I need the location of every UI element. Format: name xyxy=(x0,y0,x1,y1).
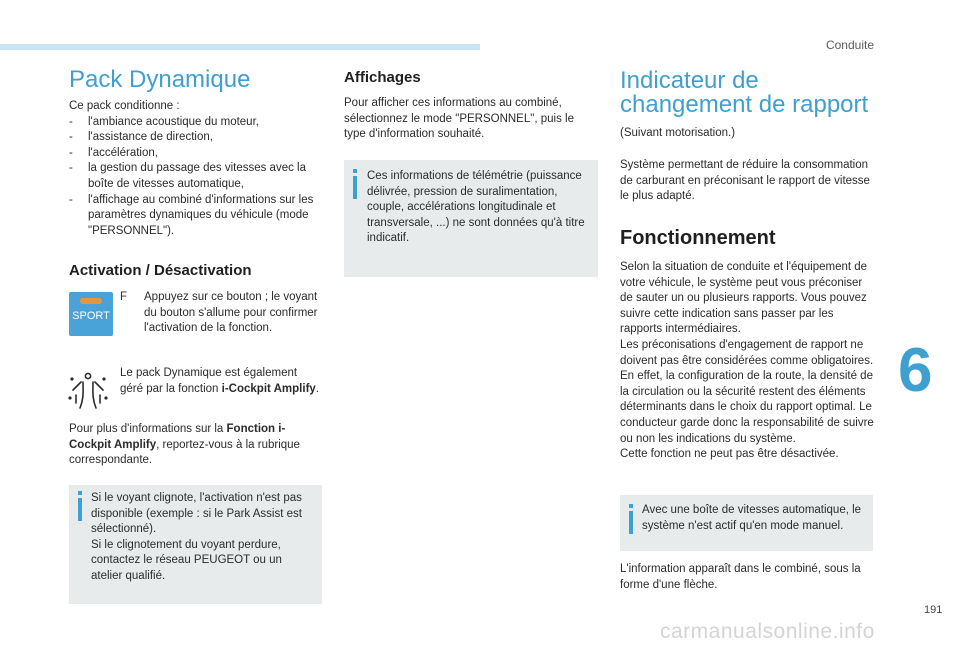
list-item: - l'accélération, xyxy=(69,146,324,162)
list-item: - l'ambiance acoustique du moteur, xyxy=(69,115,324,131)
note-text xyxy=(91,491,314,585)
chapter-number: 6 xyxy=(898,336,933,405)
step-marker: F xyxy=(120,291,128,303)
list-item: - l'assistance de direction, xyxy=(69,130,324,146)
note-line: Si le clignotement du voyant perdure, contactez le réseau PEUGEOT ou un atelier qualifié. xyxy=(91,538,282,582)
section-label: Conduite xyxy=(825,38,874,52)
cockpit-text-regular: Le pack Dynamique est également géré par la fonction xyxy=(120,367,298,395)
page-number: 191 xyxy=(924,604,943,616)
pack-feature-list xyxy=(69,115,324,240)
affichages-paragraph: Pour afficher ces informations au combiné, sélectionnez le mode "PERSONNEL", puis le type d'information souhaité. xyxy=(344,97,574,141)
indicateur-intro: Système permettant de réduire la consommation de carburant en préconisant le rapport de vitesse le plus adapté. xyxy=(620,159,870,203)
affichages-subtitle: Affichages xyxy=(344,69,421,86)
pack-intro-block xyxy=(69,99,324,239)
paragraph: Cette fonction ne peut pas être désactivée. xyxy=(620,448,839,461)
i-cockpit-amplify-icon xyxy=(68,368,108,414)
sport-led-icon xyxy=(80,298,102,304)
paragraph: Selon la situation de conduite et l'équipement de votre véhicule, le système peut vous préconiser de sauter un ou plusieurs rapports. Vous pouvez suivre cette indication sans passer par les rapports intermédiaires. xyxy=(620,261,868,336)
pack-intro: Ce pack conditionne : xyxy=(69,100,180,112)
more-info-bold: Fonction i-Cockpit Amplify xyxy=(69,423,286,451)
note-line: Si le voyant clignote, l'activation n'est pas disponible (exemple : si le Park Assist est sélectionné). xyxy=(91,492,302,536)
note-box-voyant xyxy=(69,485,322,604)
note-text: Ces informations de télémétrie (puissance délivrée, pression de suralimentation, couple, accélérations longitudinale et transversale, ...) ne sont données qu'à titre indicatif. xyxy=(367,170,585,245)
sport-button-icon xyxy=(69,292,113,336)
activation-subtitle: Activation / Désactivation xyxy=(69,262,252,279)
indicateur-title: Indicateur de changement de rapport xyxy=(620,67,869,118)
list-item: - la gestion du passage des vitesses avec la boîte de vitesses automatique, xyxy=(69,161,324,192)
info-icon xyxy=(78,491,82,521)
note-text: Avec une boîte de vitesses automatique, le système n'est actif qu'en mode manuel. xyxy=(642,504,862,532)
paragraph: Les préconisations d'engagement de rapport ne doivent pas être considérées comme obligatoires. En effet, la configuration de la route, la densité de la circulation ou la sécurité restent des éléments déterminants dans le choix du rapport optimal. Le conducteur garde donc la responsabilité de suivre ou non les indications du système. xyxy=(620,338,874,445)
info-icon xyxy=(629,504,633,534)
step-instruction xyxy=(120,290,320,337)
top-accent-bar xyxy=(0,44,480,50)
step-text: Appuyez sur ce bouton ; le voyant du bouton s'allume pour confirmer l'activation de la fonction. xyxy=(144,291,318,335)
note-box-telemetrie xyxy=(344,160,598,277)
more-info-end: , reportez-vous à la rubrique correspondante. xyxy=(69,438,300,467)
cockpit-text xyxy=(120,366,320,397)
watermark: carmanualsonline.info xyxy=(660,620,875,643)
note-box-boite-auto xyxy=(620,495,873,551)
fonctionnement-subtitle: Fonctionnement xyxy=(620,227,776,249)
motorisation-note: (Suivant motorisation.) xyxy=(620,127,736,139)
pack-dynamique-title: Pack Dynamique xyxy=(69,66,251,93)
more-info-regular: Pour plus d'informations sur la xyxy=(69,423,227,435)
cockpit-text-end: . xyxy=(315,382,319,395)
info-icon xyxy=(353,169,357,199)
fleche-text: L'information apparaît dans le combiné, sous la forme d'une flèche. xyxy=(620,563,861,591)
list-item: - l'affichage au combiné d'informations sur les paramètres dynamiques du véhicule (mode "PERSONNEL"). xyxy=(69,193,324,240)
fonctionnement-text xyxy=(620,260,876,463)
sport-button-label: SPORT xyxy=(72,310,110,322)
more-info-text xyxy=(69,422,327,469)
cockpit-text-bold: i-Cockpit Amplify xyxy=(221,382,316,395)
